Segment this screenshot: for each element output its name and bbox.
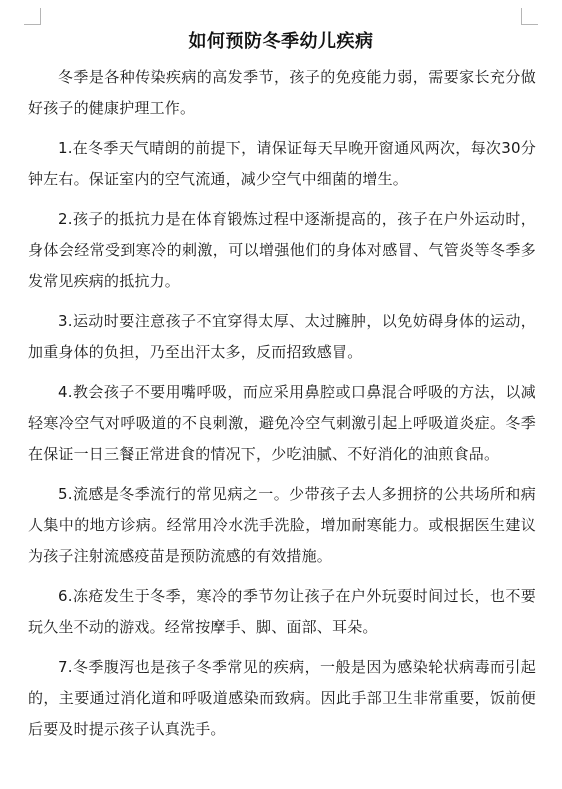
tip-paragraph-1: 1.在冬季天气晴朗的前提下，请保证每天早晚开窗通风两次，每次30分钟左右。保证室内的空气流通，减少空气中细菌的增生。: [28, 139, 536, 188]
tip-paragraph-4: 4.教会孩子不要用嘴呼吸，而应采用鼻腔或口鼻混合呼吸的方法，以减轻寒冷空气对呼吸道的不良刺激，避免冷空气刺激引起上呼吸道炎症。冬季在保证一日三餐正常进食的情况下，少吃油腻、不好消化的油煎食品。: [28, 383, 536, 463]
tip-paragraph-3: 3.运动时要注意孩子不宜穿得太厚、太过臃肿，以免妨碍身体的运动，加重身体的负担，乃至出汗太多，反而招致感冒。: [28, 312, 536, 361]
document-body: [28, 62, 536, 754]
tip-paragraph-7: 7.冬季腹泻也是孩子冬季常见的疾病，一般是因为感染轮状病毒而引起的，主要通过消化道和呼吸道感染而致病。因此手部卫生非常重要，饭前便后要及时提示孩子认真洗手。: [28, 658, 536, 738]
document-title: 如何预防冬季幼儿疾病: [188, 31, 374, 52]
tip-paragraph-2: 2.孩子的抵抗力是在体育锻炼过程中逐渐提高的，孩子在户外运动时，身体会经常受到寒冷的刺激，可以增强他们的身体对感冒、气管炎等冬季多发常见疾病的抵抗力。: [28, 210, 536, 290]
tip-paragraph-5: 5.流感是冬季流行的常见病之一。少带孩子去人多拥挤的公共场所和病人集中的地方诊病。经常用冷水洗手洗脸，增加耐寒能力。或根据医生建议为孩子注射流感疫苗是预防流感的有效措施。: [28, 485, 536, 565]
tip-paragraph-6: 6.冻疮发生于冬季，寒冷的季节勿让孩子在户外玩耍时间过长，也不要玩久坐不动的游戏。经常按摩手、脚、面部、耳朵。: [28, 587, 536, 636]
page-corner-mark-top-right: [521, 8, 538, 25]
intro-paragraph: 冬季是各种传染疾病的高发季节，孩子的免疫能力弱，需要家长充分做好孩子的健康护理工作。: [28, 68, 536, 117]
page-corner-mark-top-left: [24, 8, 41, 25]
